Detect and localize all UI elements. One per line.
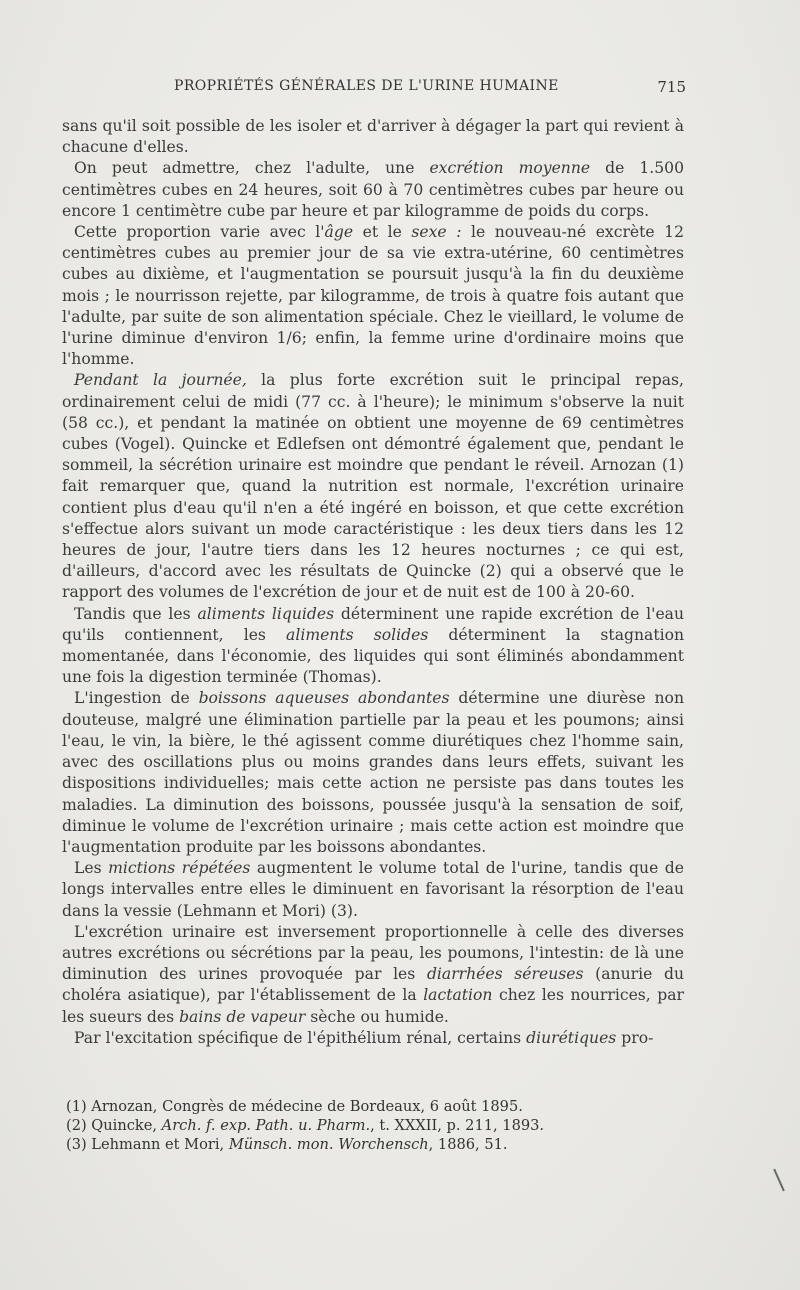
text-run: L'excrétion urinaire est inversement proportionnelle à celle des diverses autres excrétions ou sécrétions par la peau, les poumons, l'intestin: de là une diminution des urines provoquée par les [62, 922, 684, 984]
text-run: On peut admettre, chez l'adulte, une [74, 159, 430, 178]
text-run: déterminent une rapide excrétion de l'eau qu'ils contiennent, les [62, 604, 685, 644]
paragraph-4 [62, 370, 684, 603]
text-run: sèche ou humide. [305, 1007, 449, 1026]
italic-term: diurétiques [526, 1028, 617, 1047]
paragraph-7 [62, 858, 684, 922]
footnote-3 [62, 1135, 684, 1154]
text-run: déterminent la stagnation momentanée, dans l'économie, des liquides qui sont éliminés abondamment une fois la digestion terminée (Thomas). [62, 625, 684, 687]
paragraph-6 [62, 688, 684, 858]
italic-term: Arch. f. exp. Path. u. Pharm. [161, 1117, 371, 1134]
text-run: (anurie du choléra asiatique), par l'établissement de la [62, 965, 684, 1005]
italic-term: sexe : [411, 223, 462, 242]
paragraph-9 [62, 1028, 684, 1049]
text-run: chez les nourrices, par les sueurs des [62, 986, 685, 1026]
italic-term: diarrhées séreuses [426, 965, 584, 984]
text-run: Cette proportion varie avec l' [74, 223, 325, 242]
italic-term: aliments liquides [197, 604, 335, 623]
paragraph-8 [62, 922, 684, 1028]
footnote-1: (1) Arnozan, Congrès de médecine de Bordeaux, 6 août 1895. [66, 1098, 523, 1115]
text-run: Les [74, 859, 109, 878]
text-run: Par l'excitation spécifique de l'épithélium rénal, certains [74, 1028, 527, 1047]
text-run: la plus forte excrétion suit le principal repas, ordinairement celui de midi (77 cc. à l'heure); le minimum s'observe la nuit (58 cc.), et pendant la matinée on obtient une moyenne de 69 centimètres cubes (Vogel). Quincke et Edlefsen ont démontré également que, pendant le sommeil, la sécrétion urinaire est moindre que pendant le réveil. Arnozan (1) fait remarquer que, quand la nutrition est normale, l'excrétion urinaire contient plus d'eau qu'il n'en a été ingéré en boisson, et que cette excrétion s'effectue alors suivant un mode caractéristique : les deux tiers dans les 12 heures de jour, l'autre tiers dans les 12 heures nocturnes ; ce qui est, d'ailleurs, d'accord avec les résultats de Quincke (2) qui a observé que le rapport des volumes de l'excrétion de jour et de nuit est de 100 à 20-60. [62, 371, 684, 602]
text-run: (2) Quincke, [66, 1117, 162, 1134]
text-run: , 1886, 51. [428, 1136, 508, 1153]
footnotes [62, 1097, 684, 1154]
margin-mark [773, 1169, 785, 1192]
text-run: détermine une diurèse non douteuse, malgré une élimination partielle par la peau et les poumons; ainsi l'eau, le vin, la bière, le thé agissent comme diurétiques chez l'homme sain, avec des oscillations plus ou moins grandes dans leurs effets, suivant les dispositions individuelles; mais cette action ne persiste pas dans toutes les maladies. La diminution des boissons, poussée jusqu'à la sensation de soif, diminue le volume de l'excrétion urinaire ; mais cette action est moindre que l'augmentation produite par les boissons abondantes. [62, 689, 684, 856]
paragraph-1: sans qu'il soit possible de les isoler et d'arriver à dégager la part qui revient à chacune d'elles. [62, 117, 684, 157]
footnote-2 [62, 1116, 684, 1135]
text-run: , t. XXXII, p. 211, 1893. [370, 1117, 545, 1134]
page-header [62, 78, 686, 102]
text-run: Tandis que les [74, 604, 198, 623]
page-number: 715 [657, 78, 686, 96]
text-run: L'ingestion de [74, 689, 199, 708]
text-run: et le [353, 223, 412, 242]
text-run: (3) Lehmann et Mori, [66, 1136, 229, 1153]
italic-term: âge [324, 223, 354, 242]
running-title: PROPRIÉTÉS GÉNÉRALES DE L'URINE HUMAINE [174, 78, 559, 94]
italic-term: Pendant la journée, [74, 371, 247, 390]
paragraph-5 [62, 604, 684, 689]
text-run: de 1.500 centimètres cubes en 24 heures, soit 60 à 70 centimètres cubes par heure ou encore 1 centimètre cube par heure et par kilogramme de poids du corps. [62, 159, 684, 220]
italic-term: aliments solides [286, 625, 429, 644]
italic-term: lactation [423, 986, 493, 1005]
text-run: augmentent le volume total de l'urine, tandis que de longs intervalles entre elles le diminuent en favorisant la résorption de l'eau dans la vessie (Lehmann et Mori) (3). [62, 859, 685, 920]
text-run: pro- [616, 1028, 654, 1047]
italic-term: Münsch. mon. Worchensch [228, 1136, 429, 1153]
italic-term: mictions répétées [108, 859, 251, 878]
paragraph-3 [62, 222, 684, 370]
paragraph-2 [62, 158, 684, 222]
body-text [62, 116, 684, 1049]
italic-term: bains de vapeur [179, 1007, 306, 1026]
italic-term: excrétion moyenne [429, 159, 591, 178]
text-run: le nouveau-né excrète 12 centimètres cubes au premier jour de sa vie extra-utérine, 60 centimètres cubes au dixième, et l'augmentation se poursuit jusqu'à la fin du deuxième mois ; le nourrisson rejette, par kilogramme, de trois à quatre fois autant que l'adulte, par suite de son alimentation spéciale. Chez le vieillard, le volume de l'urine diminue d'environ 1/6; enfin, la femme urine d'ordinaire moins que l'homme. [62, 223, 685, 369]
italic-term: boissons aqueuses abondantes [198, 689, 450, 708]
